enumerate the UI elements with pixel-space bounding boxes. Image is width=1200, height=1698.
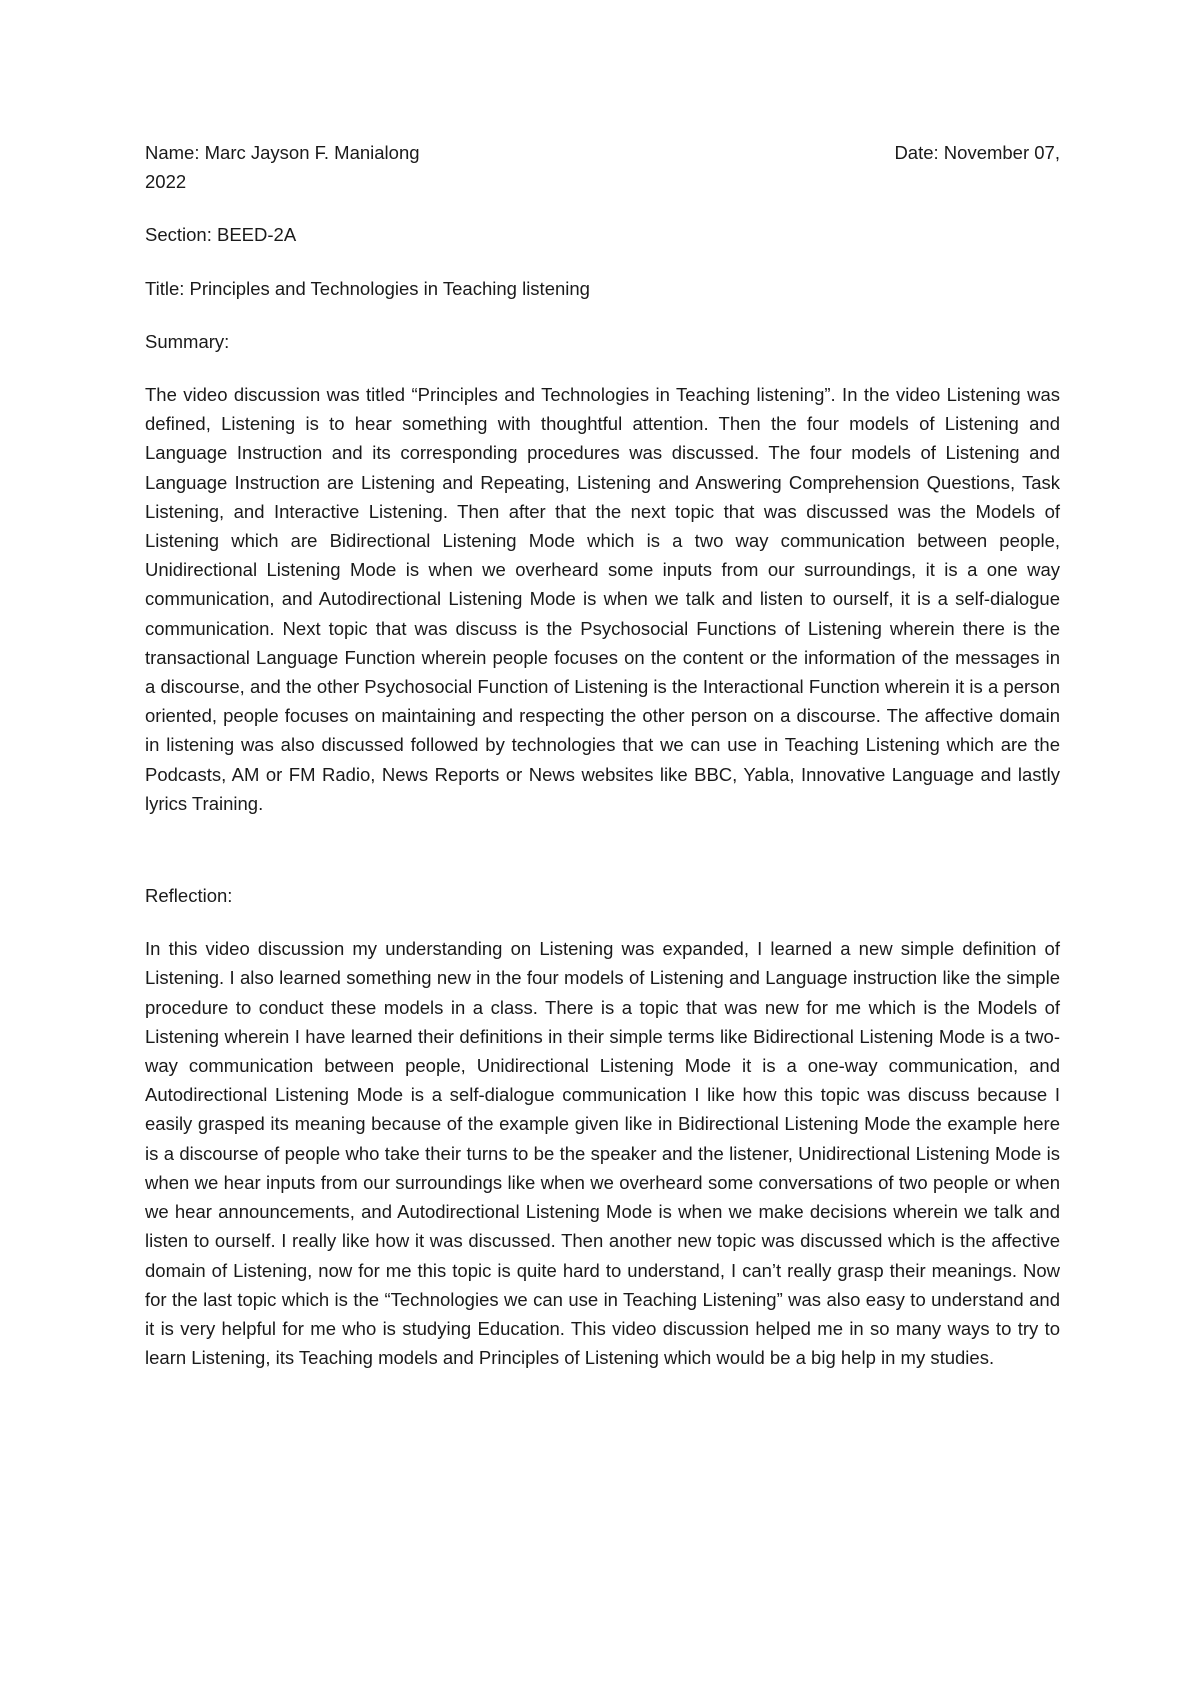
summary-paragraph: The video discussion was titled “Principles and Technologies in Teaching listening”. In the video Listening was defined, Listening is to hear something with thoughtful attention. Then the four models of Listening and Language Instruction and its corresponding procedures was discussed. The four models of Listening and Language Instruction are Listening and Repeating, Listening and Answering Comprehension Questions, Task Listening, and Interactive Listening. Then after that the next topic that was discussed was the Models of Listening which are Bidirectional Listening Mode which is a two way communication between people, Unidirectional Listening Mode is when we overheard some inputs from our surroundings, it is a one way communication, and Autodirectional Listening Mode is when we talk and listen to ourself, it is a self-dialogue communication. Next topic that was discuss is the Psychosocial Functions of Listening wherein there is the transactional Language Function wherein people focuses on the content or the information of the messages in a discourse, and the other Psychosocial Function of Listening is the Interactional Function wherein it is a person oriented, people focuses on maintaining and respecting the other person on a discourse. The affective domain in listening was also discussed followed by technologies that we can use in Teaching Listening which are the Podcasts, AM or FM Radio, News Reports or News websites like BBC, Yabla, Innovative Language and lastly lyrics Training. [145,384,1060,814]
document-page [145,138,1060,1372]
summary-label: Summary: [145,330,230,352]
submission-year: 2022 [145,171,187,193]
reflection-paragraph: In this video discussion my understanding on Listening was expanded, I learned a new simple definition of Listening. I also learned something new in the four models of Listening and Language instruction like the simple procedure to conduct these models in a class. There is a topic that was new for me which is the Models of Listening wherein I have learned their definitions in their simple terms like Bidirectional Listening Mode is a two-way communication between people, Unidirectional Listening Mode it is a one-way communication, and Autodirectional Listening Mode is a self-dialogue communication I like how this topic was discuss because I easily grasped its meaning because of the example given like in Bidirectional Listening Mode the example here is a discourse of people who take their turns to be the speaker and the listener, Unidirectional Listening Mode is when we hear inputs from our surroundings like when we overheard some conversations of two people or when we hear announcements, and Autodirectional Listening Mode is when we make decisions wherein we talk and listen to ourself. I really like how it was discussed. Then another new topic was discussed which is the affective domain of Listening, now for me this topic is quite hard to understand, I can’t really grasp their meanings. Now for the last topic which is the “Technologies we can use in Teaching Listening” was also easy to understand and it is very helpful for me who is studying Education. This video discussion helped me in so many ways to try to learn Listening, its Teaching models and Principles of Listening which would be a big help in my studies. [145,938,1060,1369]
section-line: Section: BEED-2A [145,224,297,246]
submission-date: Date: November 07, [894,142,1060,163]
document-title: Title: Principles and Technologies in Teaching listening [145,277,590,299]
reflection-label: Reflection: [145,885,233,907]
header-line [145,138,1060,167]
student-name: Name: Marc Jayson F. Manialong [145,142,420,163]
